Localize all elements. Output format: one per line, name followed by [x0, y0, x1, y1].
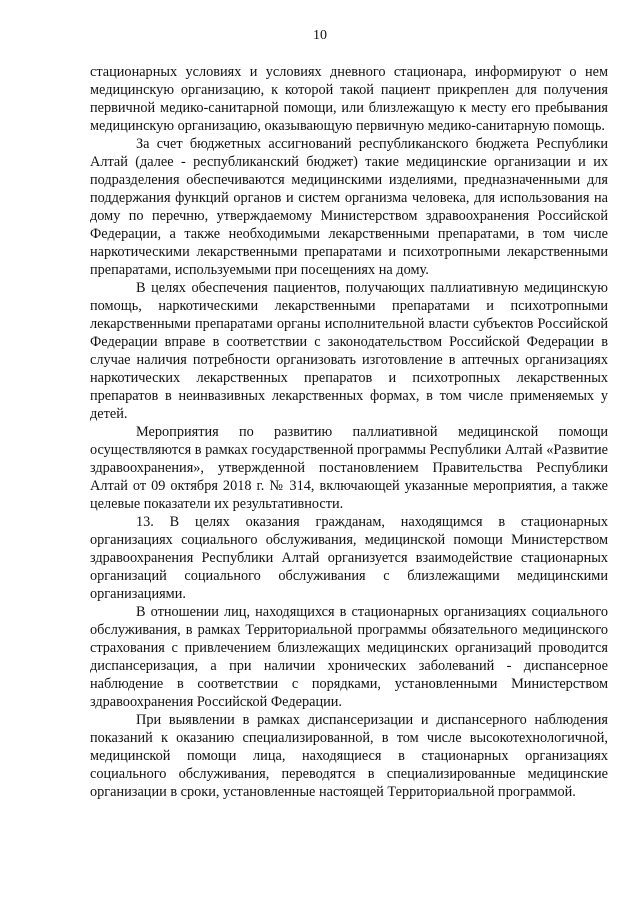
- paragraph-section-13: 13. В целях оказания гражданам, находящимся в стационарных организациях социального обслуживания, медицинской помощи Министерством здравоохранения Республики Алтай организуется взаимодействие стационарных организаций социального обслуживания с близлежащими медицинскими организациями.: [90, 514, 608, 602]
- paragraph-narcotic-provision: В целях обеспечения пациентов, получающих паллиативную медицинскую помощь, наркотическими лекарственными препаратами и психотропными лекарственными препаратами органы исполнительной власти субъектов Российской Федерации вправе в соответствии с законодательством Российской Федерации в случае наличия потребности организовать изготовление в аптечных организациях наркотических лекарственных препаратов и психотропных лекарственных препаратов в неинвазивных лекарственных формах, в том числе применяемых у детей.: [90, 280, 608, 422]
- document-body: [90, 63, 608, 801]
- paragraph-dispensarization: В отношении лиц, находящихся в стационарных организациях социального обслуживания, в рамках Территориальной программы обязательного медицинского страхования с привлечением близлежащих медицинских организаций проводится диспансеризация, а при наличии хронических заболеваний - диспансерное наблюдение в соответствии с порядками, установленными Министерством здравоохранения Российской Федерации.: [90, 604, 608, 710]
- page-number: 10: [313, 28, 327, 43]
- paragraph-palliative-program: Мероприятия по развитию паллиативной медицинской помощи осуществляются в рамках государственной программы Республики Алтай «Развитие здравоохранения», утвержденной постановлением Правительства Республики Алтай от 09 октября 2018 г. № 314, включающей указанные мероприятия, а также целевые показатели их результативности.: [90, 424, 608, 512]
- paragraph-budget-funding: За счет бюджетных ассигнований республиканского бюджета Республики Алтай (далее - республиканский бюджет) такие медицинские организации и их подразделения обеспечиваются медицинскими изделиями, предназначенными для поддержания функций органов и систем организма человека, для использования на дому по перечню, утверждаемому Министерством здравоохранения Российской Федерации, а также необходимыми лекарственными препаратами, в том числе наркотическими лекарственными препаратами и психотропными лекарственными препаратами, используемыми при посещениях на дому.: [90, 136, 608, 278]
- paragraph-continuation: стационарных условиях и условиях дневного стационара, информируют о нем медицинскую организацию, к которой такой пациент прикреплен для получения первичной медико-санитарной помощи, или близлежащую к месту его пребывания медицинскую организацию, оказывающую первичную медико-санитарную помощь.: [90, 64, 608, 134]
- paragraph-specialized-transfer: При выявлении в рамках диспансеризации и диспансерного наблюдения показаний к оказанию специализированной, в том числе высокотехнологичной, медицинской помощи лица, находящиеся в стационарных организациях социального обслуживания, переводятся в специализированные медицинские организации в сроки, установленные настоящей Территориальной программой.: [90, 712, 608, 800]
